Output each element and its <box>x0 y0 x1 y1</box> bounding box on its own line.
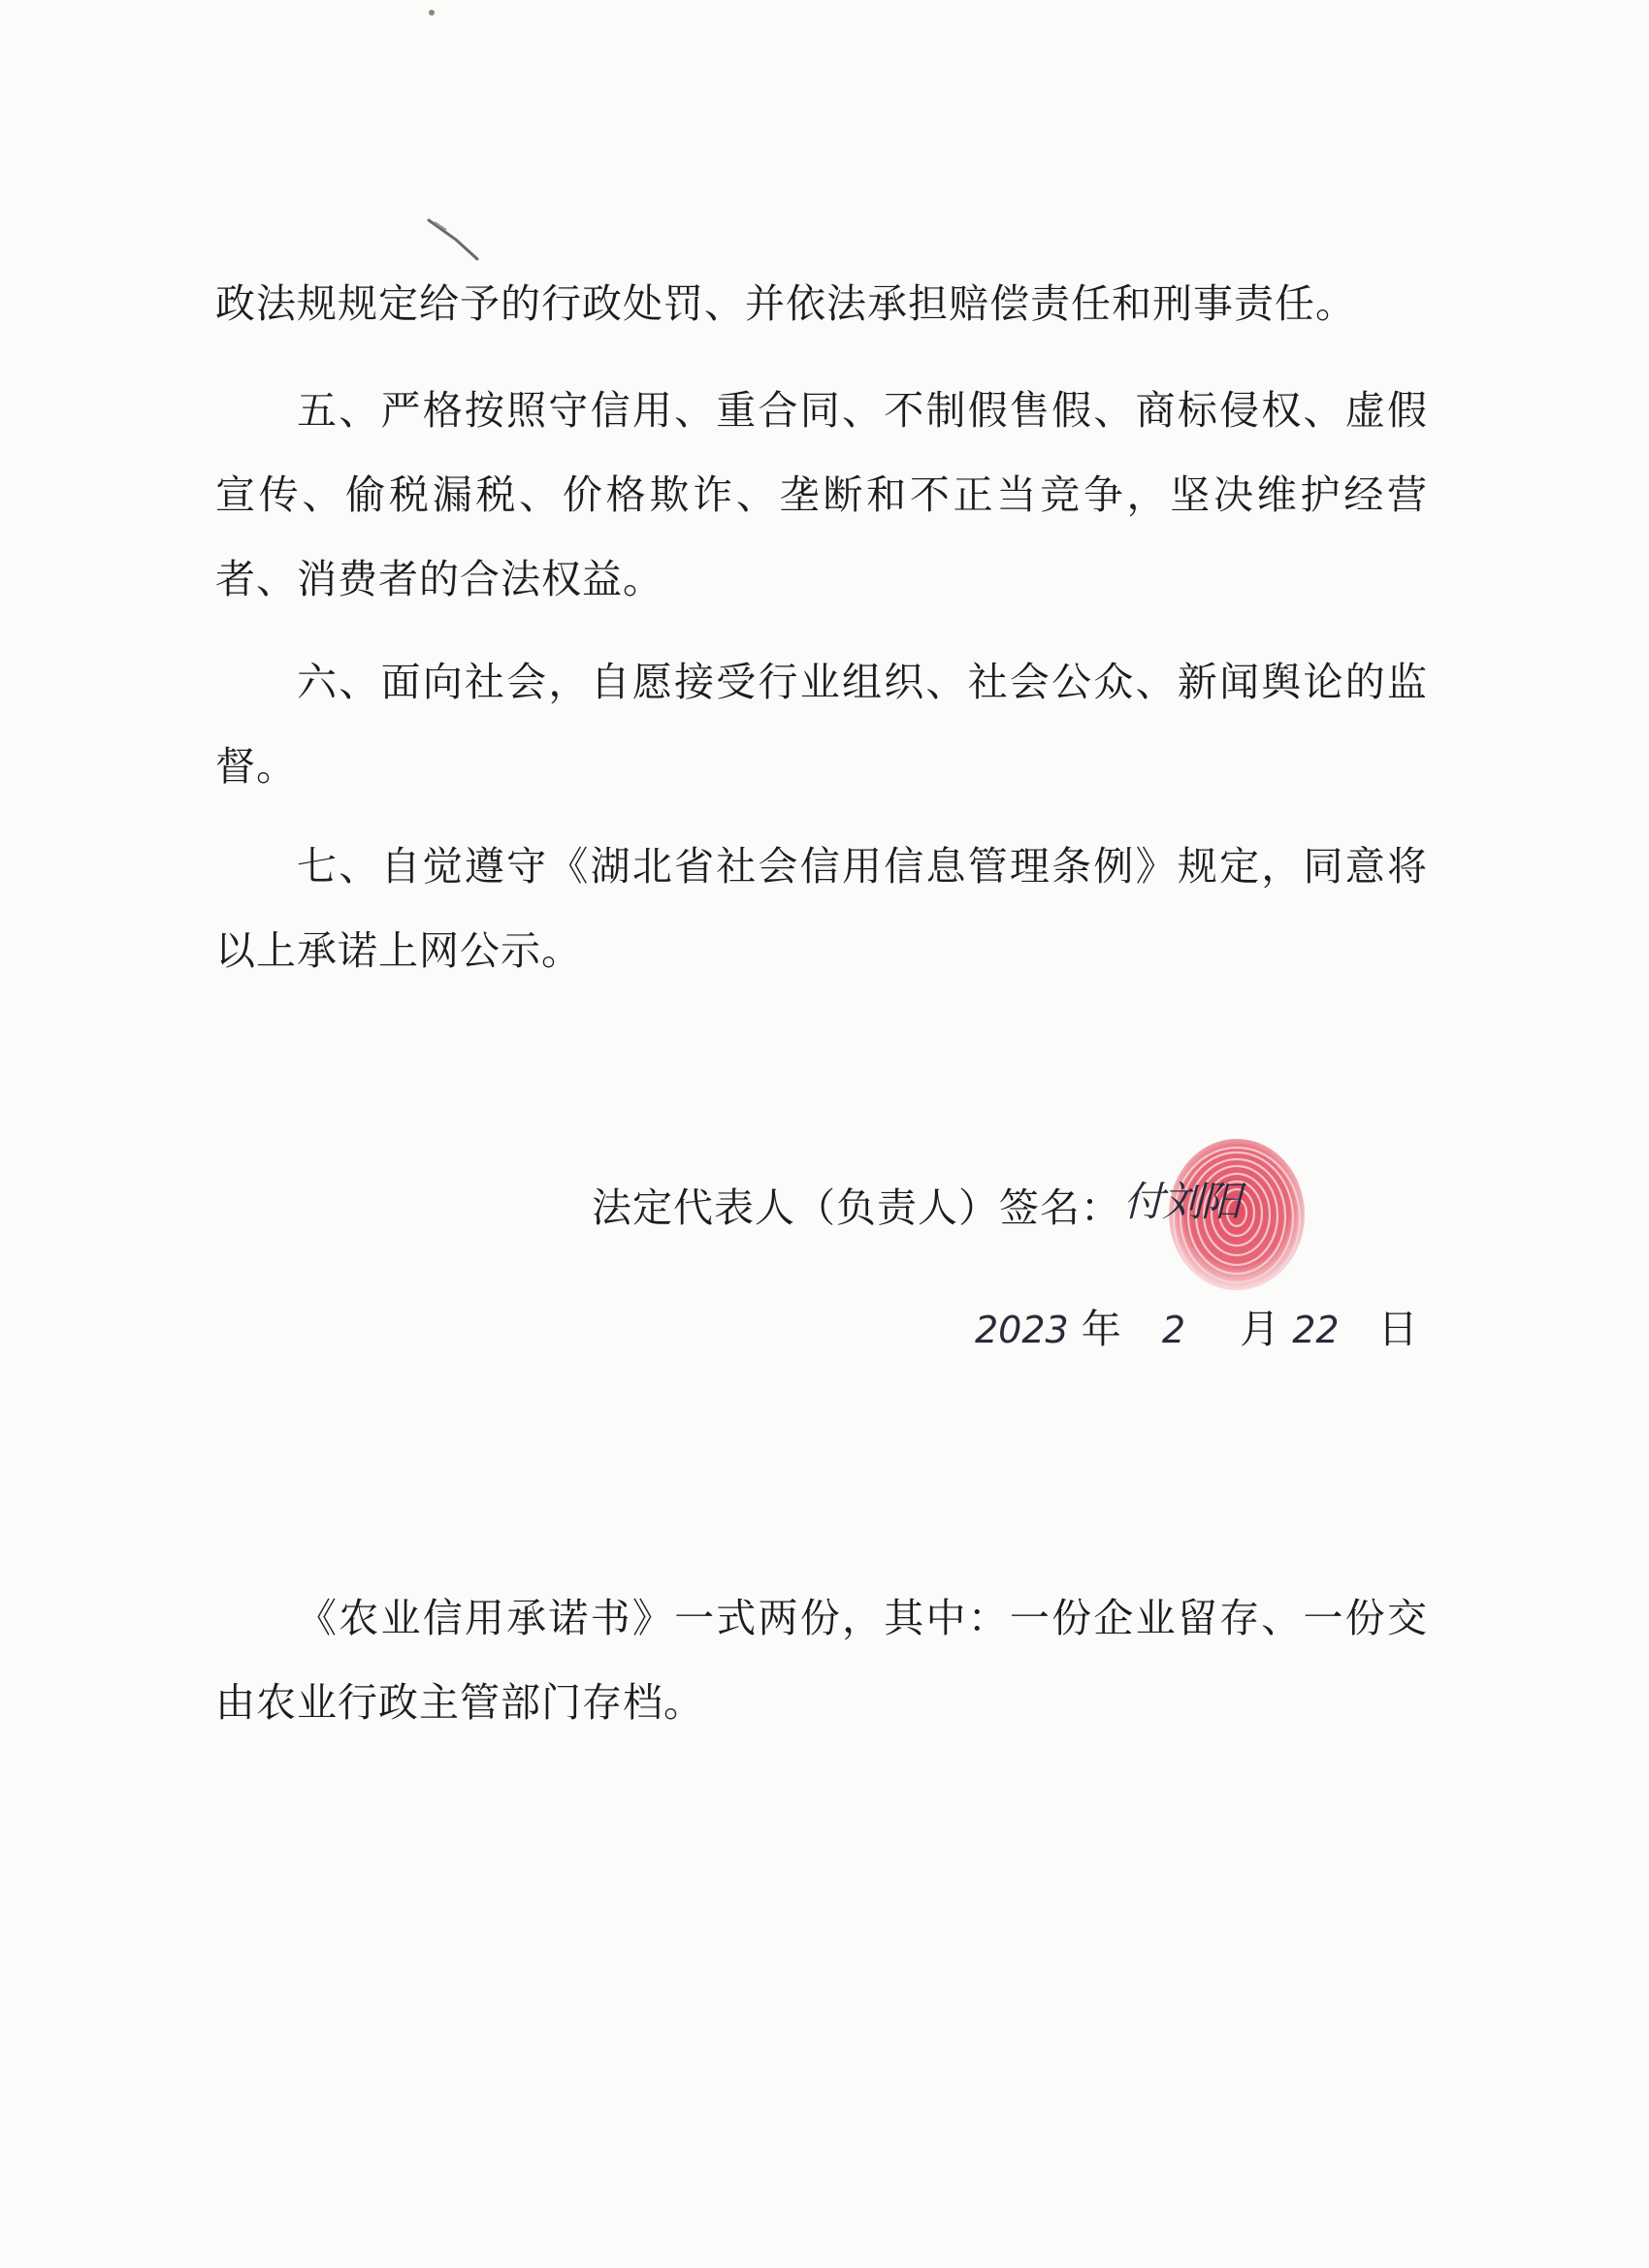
paragraph-copies-note: 《农业信用承诺书》一式两份，其中：一份企业留存、一份交由农业行政主管部门存档。 <box>215 1595 1428 1726</box>
date-month-label: 月 <box>1240 1306 1280 1352</box>
date-day-label: 日 <box>1377 1306 1418 1352</box>
scan-dot-icon <box>427 8 436 17</box>
date-year: 2023 <box>975 1309 1069 1351</box>
date-year-label: 年 <box>1081 1306 1121 1352</box>
date-day: 22 <box>1292 1309 1340 1351</box>
signature-label: 法定代表人（负责人）签名： <box>592 1184 1121 1231</box>
date-month: 2 <box>1161 1309 1186 1351</box>
signing-date <box>975 1300 1418 1359</box>
paragraph-item-7: 七、自觉遵守《湖北省社会信用信息管理条例》规定，同意将以上承诺上网公示。 <box>215 843 1428 974</box>
handwritten-signature: 付刘阳 <box>1123 1178 1241 1225</box>
paragraph-item-5: 五、严格按照守信用、重合同、不制假售假、商标侵权、虚假宣传、偷税漏税、价格欺诈、垄断和不正当竞争，坚决维护经营者、消费者的合法权益。 <box>215 387 1428 602</box>
paragraph-penalty-continued: 政法规规定给予的行政处罚、并依法承担赔偿责任和刑事责任。 <box>215 280 1356 327</box>
paragraph-item-6: 六、面向社会，自愿接受行业组织、社会公众、新闻舆论的监督。 <box>215 659 1428 790</box>
